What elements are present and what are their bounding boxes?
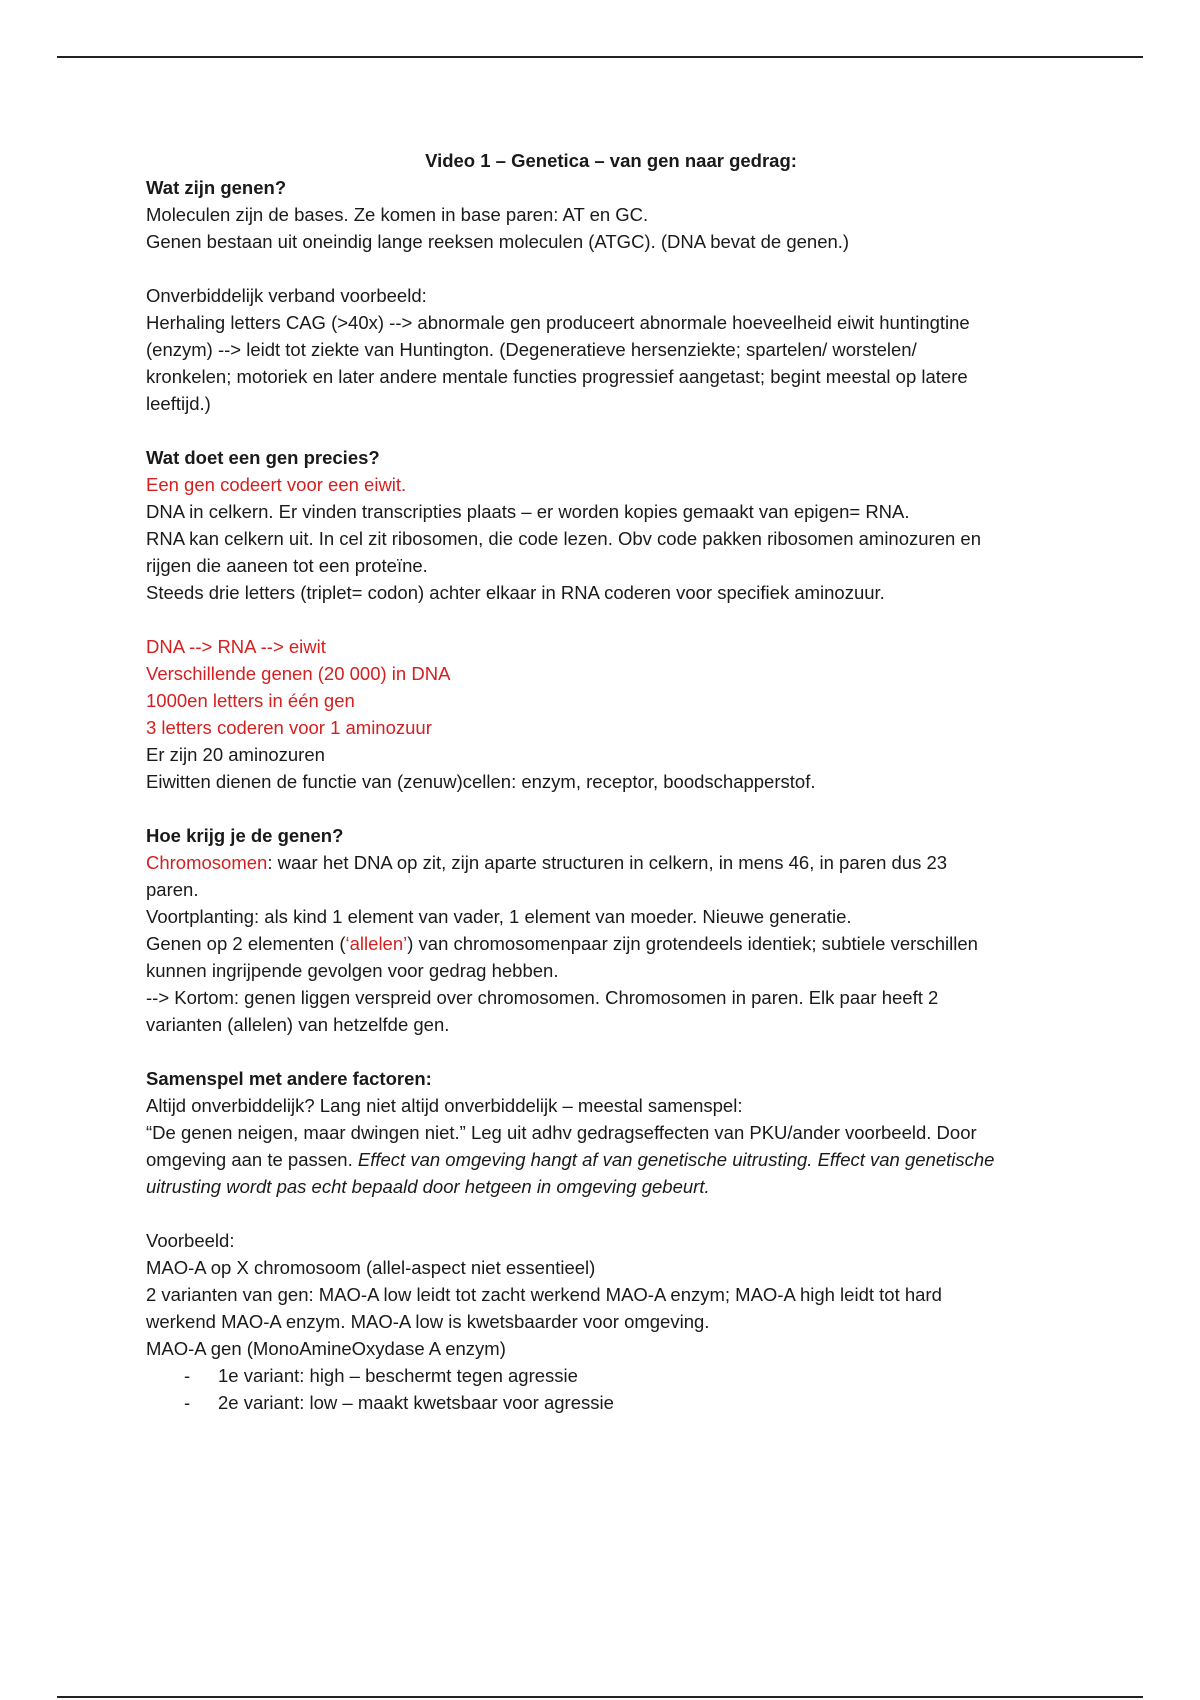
paragraph-line: werkend MAO-A enzym. MAO-A low is kwetsbaarder voor omgeving. — [146, 1311, 710, 1332]
list-item — [146, 1389, 1076, 1416]
paragraph-line: RNA kan celkern uit. In cel zit ribosomen, die code lezen. Obv code pakken ribosomen aminozuren en — [146, 528, 982, 549]
paragraph: Moleculen zijn de bases. Ze komen in base paren: AT en GC. — [146, 204, 649, 225]
blank-line — [146, 417, 1076, 444]
bullet-list — [146, 1362, 1076, 1416]
top-rule — [57, 56, 1143, 58]
paragraph-line: kunnen ingrijpende gevolgen voor gedrag hebben. — [146, 960, 559, 981]
paragraph-line: --> Kortom: genen liggen verspreid over chromosomen. Chromosomen in paren. Elk paar heeft 2 — [146, 987, 939, 1008]
paragraph-line — [146, 849, 1076, 876]
paragraph: Voortplanting: als kind 1 element van vader, 1 element van moeder. Nieuwe generatie. — [146, 906, 852, 927]
highlight-text: Verschillende genen (20 000) in DNA — [146, 663, 451, 684]
section-heading-hoe-krijg-je-de-genen: Hoe krijg je de genen? — [146, 825, 344, 846]
paragraph-line: Herhaling letters CAG (>40x) --> abnormale gen produceert abnormale hoeveelheid eiwit huntingtine — [146, 312, 970, 333]
paragraph-line: paren. — [146, 879, 199, 900]
list-item — [146, 1362, 1076, 1389]
paragraph: Altijd onverbiddelijk? Lang niet altijd onverbiddelijk – meestal samenspel: — [146, 1095, 743, 1116]
highlight-text: Een gen codeert voor een eiwit. — [146, 474, 407, 495]
paragraph-line: 2 varianten van gen: MAO-A low leidt tot zacht werkend MAO-A enzym; MAO-A high leidt tot hard — [146, 1284, 942, 1305]
paragraph: MAO-A op X chromosoom (allel-aspect niet essentieel) — [146, 1257, 596, 1278]
document-body — [146, 147, 1076, 1416]
list-item-text: 2e variant: low – maakt kwetsbaar voor agressie — [218, 1392, 614, 1413]
paragraph: Onverbiddelijk verband voorbeeld: — [146, 285, 427, 306]
paragraph-line: leeftijd.) — [146, 393, 211, 414]
paragraph: Steeds drie letters (triplet= codon) achter elkaar in RNA coderen voor specifiek aminozuur. — [146, 582, 885, 603]
section-heading-wat-zijn-genen: Wat zijn genen? — [146, 177, 287, 198]
paragraph-line — [146, 930, 1076, 957]
inline-text: omgeving aan te passen. — [146, 1149, 358, 1170]
highlight-text: 1000en letters in één gen — [146, 690, 355, 711]
bullet-dash: - — [184, 1392, 191, 1413]
paragraph: MAO-A gen (MonoAmineOxydase A enzym) — [146, 1338, 506, 1359]
paragraph-line: varianten (allelen) van hetzelfde gen. — [146, 1014, 450, 1035]
blank-line — [146, 795, 1076, 822]
page-title: Video 1 – Genetica – van gen naar gedrag: — [425, 150, 797, 171]
paragraph: Genen bestaan uit oneindig lange reeksen moleculen (ATGC). (DNA bevat de genen.) — [146, 231, 850, 252]
paragraph-line: kronkelen; motoriek en later andere mentale functies progressief aangetast; begint meestal op latere — [146, 366, 968, 387]
paragraph-line — [146, 1146, 1076, 1173]
section-heading-wat-doet-een-gen: Wat doet een gen precies? — [146, 447, 380, 468]
paragraph: DNA in celkern. Er vinden transcripties plaats – er worden kopies gemaakt van epigen= RNA. — [146, 501, 910, 522]
paragraph: Voorbeeld: — [146, 1230, 235, 1251]
inline-text: ) van chromosomenpaar zijn grotendeels identiek; subtiele verschillen — [407, 933, 978, 954]
list-item-text: 1e variant: high – beschermt tegen agressie — [218, 1365, 578, 1386]
inline-text: : waar het DNA op zit, zijn aparte structuren in celkern, in mens 46, in paren dus 23 — [267, 852, 948, 873]
paragraph: Eiwitten dienen de functie van (zenuw)cellen: enzym, receptor, boodschapperstof. — [146, 771, 816, 792]
term-allelen: ‘allelen’ — [345, 933, 408, 954]
term-chromosomen: Chromosomen — [146, 852, 268, 873]
paragraph-line: “De genen neigen, maar dwingen niet.” Leg uit adhv gedragseffecten van PKU/ander voorbeeld. Door — [146, 1122, 977, 1143]
paragraph-line: rijgen die aaneen tot een proteïne. — [146, 555, 428, 576]
inline-text: Genen op 2 elementen ( — [146, 933, 346, 954]
italic-text: uitrusting wordt pas echt bepaald door hetgeen in omgeving gebeurt. — [146, 1176, 710, 1197]
bottom-rule — [57, 1696, 1143, 1698]
blank-line — [146, 255, 1076, 282]
highlight-text: DNA --> RNA --> eiwit — [146, 636, 326, 657]
section-heading-samenspel: Samenspel met andere factoren: — [146, 1068, 432, 1089]
bullet-dash: - — [184, 1365, 191, 1386]
blank-line — [146, 606, 1076, 633]
highlight-text: 3 letters coderen voor 1 aminozuur — [146, 717, 432, 738]
blank-line — [146, 1200, 1076, 1227]
italic-text: Effect van omgeving hangt af van genetische uitrusting. Effect van genetische — [357, 1149, 995, 1170]
paragraph-line: (enzym) --> leidt tot ziekte van Huntington. (Degeneratieve hersenziekte; spartelen/ worstelen/ — [146, 339, 917, 360]
paragraph: Er zijn 20 aminozuren — [146, 744, 325, 765]
blank-line — [146, 1038, 1076, 1065]
